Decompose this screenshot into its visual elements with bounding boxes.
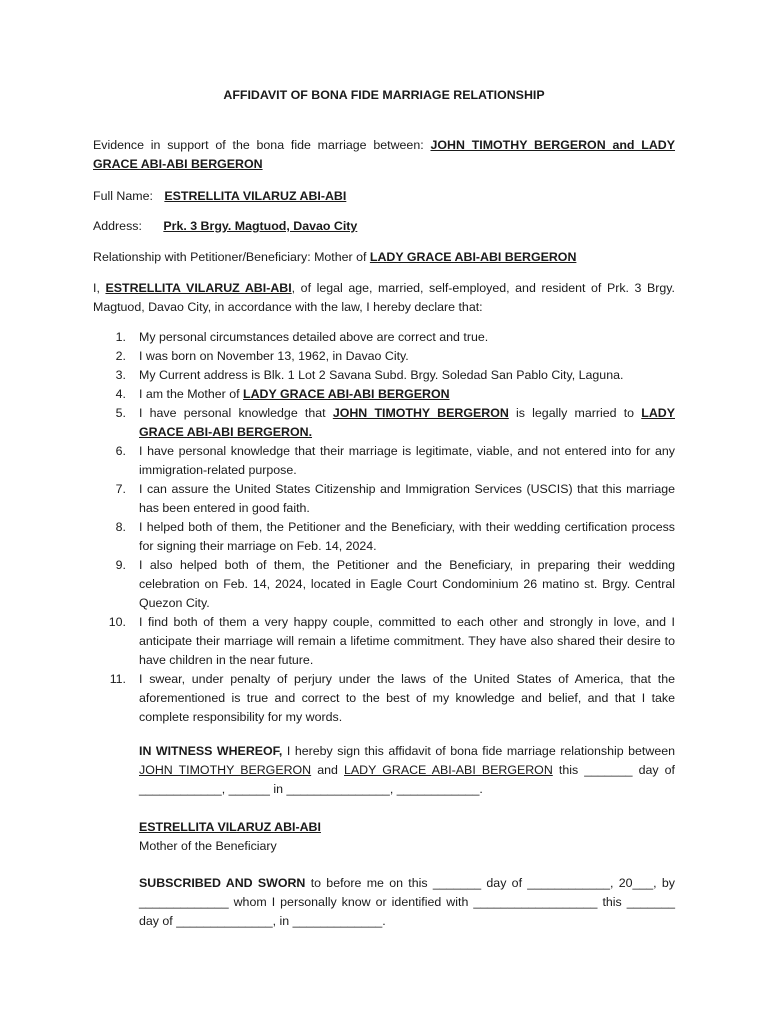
evidence-paragraph [93,136,675,174]
full-name-label: Full Name: [93,189,153,203]
list-item: 4. I am the Mother of LADY GRACE ABI-ABI BERGERON [115,387,450,401]
address-row [93,217,675,236]
list-item: 10. I find both of them a very happy couple, committed to each other and strongly in love, and I anticipate their marriage will remain a lifetime commitment. They have also shared their desire to have children in the near future. [108,615,675,667]
witness-lead: IN WITNESS WHEREOF, [139,744,283,758]
declarant-name: ESTRELLITA VILARUZ ABI-ABI [105,281,292,295]
sworn-paragraph: SUBSCRIBED AND SWORN to before me on this _______ day of ____________, 20___, by _____________ whom I personally know or identified with __________________ this _______ day of ______________, in _____________. [139,876,675,928]
list-item: 5. I have personal knowledge that JOHN TIMOTHY BERGERON is legally married to LADY GRACE ABI-ABI BERGERON. [115,406,675,439]
list-item: 7. I can assure the United States Citizenship and Immigration Services (USCIS) that this marriage has been entered in good faith. [115,482,675,515]
beneficiary-name: LADY GRACE ABI-ABI BERGERON. [139,406,675,439]
list-item: 2. I was born on November 13, 1962, in Davao City. [115,349,409,363]
declaration-paragraph [93,279,675,317]
list-item: 11. I swear, under penalty of perjury under the laws of the United States of America, that the aforementioned is true and correct to the best of my knowledge and belief, and that I take complete responsibility for my words. [109,672,675,724]
address-value: Prk. 3 Brgy. Magtuod, Davao City [163,219,358,233]
list-item: 1. My personal circumstances detailed above are correct and true. [115,330,489,344]
document-title: AFFIDAVIT OF BONA FIDE MARRIAGE RELATIONSHIP [223,88,545,102]
couple-names: JOHN TIMOTHY BERGERON and LADY GRACE ABI-ABI BERGERON [93,138,676,171]
list-item: 9. I also helped both of them, the Petitioner and the Beneficiary, in preparing their wedding celebration on Feb. 14, 2024, located in Eagle Court Condominium 26 matino st. Brgy. Central Quezon City. [115,558,675,610]
list-item: 6. I have personal knowledge that their marriage is legitimate, viable, and not entered into for any immigration-related purpose. [115,444,675,477]
relationship-row [93,248,675,267]
beneficiary-name: LADY GRACE ABI-ABI BERGERON [243,387,450,401]
signatory-role: Mother of the Beneficiary [139,839,277,853]
evidence-prefix: Evidence in support of the bona fide marriage between: [93,138,424,152]
declaration-list [93,328,675,727]
list-item: 8. I helped both of them, the Petitioner and the Beneficiary, with their wedding certification process for signing their marriage on Feb. 14, 2024. [115,520,675,553]
signature-block [139,818,675,856]
full-name-value: ESTRELLITA VILARUZ ABI-ABI [164,189,347,203]
beneficiary-name: LADY GRACE ABI-ABI BERGERON [344,763,553,777]
petitioner-name: JOHN TIMOTHY BERGERON [139,763,312,777]
address-label: Address: [93,219,142,233]
relationship-value: LADY GRACE ABI-ABI BERGERON [369,250,577,264]
declaration-suffix: , of legal age, married, self-employed, and resident of Prk. 3 Brgy. Magtuod, Davao City, in accordance with the law, I hereby declare that: [93,281,675,314]
list-item: 3. My Current address is Blk. 1 Lot 2 Savana Subd. Brgy. Soledad San Pablo City, Laguna. [115,368,624,382]
signatory-name: ESTRELLITA VILARUZ ABI-ABI [139,820,321,834]
relationship-label: Relationship with Petitioner/Beneficiary: Mother of [93,250,367,264]
petitioner-name: JOHN TIMOTHY BERGERON [332,406,509,420]
sworn-lead: SUBSCRIBED AND SWORN [139,876,306,890]
full-name-row [93,187,675,206]
declaration-prefix: I, [93,281,100,295]
witness-paragraph: IN WITNESS WHEREOF, I hereby sign this affidavit of bona fide marriage relationship between JOHN TIMOTHY BERGERON and LADY GRACE ABI-ABI BERGERON this _______ day of ____________, ______ in _______________, ____________. [139,744,675,796]
